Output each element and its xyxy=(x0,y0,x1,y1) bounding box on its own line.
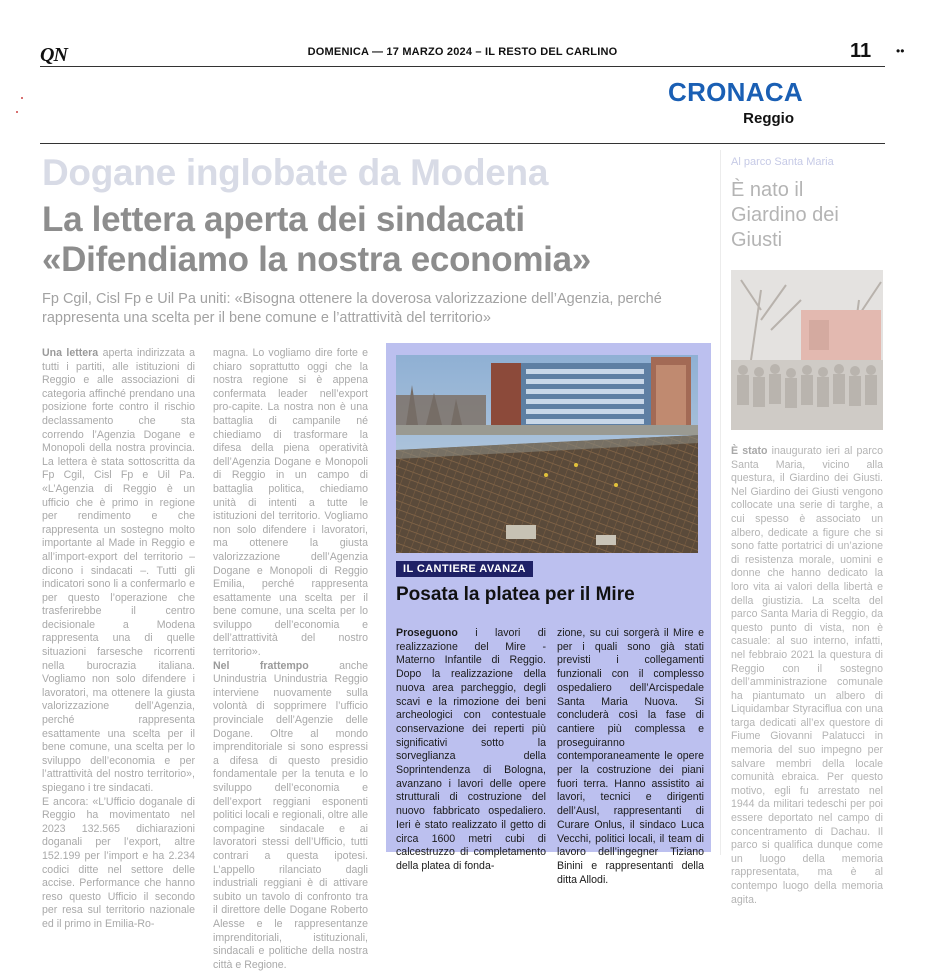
column-lead: Una lettera xyxy=(42,347,99,359)
box-article-label: IL CANTIERE AVANZA xyxy=(396,561,533,577)
column-text: i lavori di realizzazione del Mire - Materno Infantile di Reggio. Dopo la realizzazione della nuova area parcheggio, degli scavi e la rimozione dei beni archeologici con contestuale conservazione dei reperti più significativi sotto la sorveglianza della Soprintendenza di Bologna, avanzano i lavori delle opere strutturali di costruzione del nuovo fabbricato ospedaliero. Ieri è stato realizzato il getto di circa 1600 metri cubi di calcestruzzo di completamento della platea di fonda- xyxy=(396,627,546,872)
page-number: 11 xyxy=(850,40,872,62)
column-lead: È stato xyxy=(731,445,768,457)
subsection-title: Reggio xyxy=(743,110,794,127)
section-rule xyxy=(40,143,885,144)
column-paragraph: E ancora: «L’Ufficio doganale di Reggio ha movimentato nel 2023 132.565 dichiarazioni doganali per l’export, altre 152.199 per l’import e ha 2.234 codici ditte nel settore delle accise. Performance che hanno reso questo Ufficio il secondo per resa sul territorio nazionale ed il primo in Emilia-Ro- xyxy=(42,795,195,930)
column-lead: Proseguono xyxy=(396,627,458,639)
headline-line-2: «Difendiamo la nostra economia» xyxy=(42,240,591,279)
scan-mark xyxy=(16,111,18,113)
column-text: magna. Lo vogliamo dire forte e chiaro soprattutto oggi che la nostra regione si è appena confermata leader nell’export pro-capite. La nostra non è una battaglia di campanile né chiediamo di trasformare la difesa della piena operatività dell’Agenzia Dogane e Monopoli di Reggio in un campo di battaglia politica, chiediamo unità di intenti a tutte le istituzioni del territorio. Vogliamo non solo difendere i lavoratori, ma ottenere la giusta valorizzazione dell’Agenzia Dogane e Monopoli di Reggio Emilia, perché rappresenta esattamente una scelta per il bene comune, una scelta per lo sviluppo dell’economia e dell’attrattività del nostro territorio». xyxy=(213,347,368,659)
box-article-column-2: zione, su cui sorgerà il Mire e per i quali sono già stati previsti i collegamenti funzionali con il complesso ospedaliero dell’Arcispedale Santa Maria Nuova. Si concluderà così la fase di cantiere più complessa e proseguiranno contemporaneamente le opere per la costruzione dei piani fuori terra. Hanno assistito ai lavori, tecnici e dirigenti dell’Ausl, rappresentanti di Curare Onlus, il sindaco Luca Vecchi, politici locali, il team di lavoro dell’ingegner Tiziano Binini e rappresentanti della ditta Allodi. xyxy=(557,627,704,886)
box-article-title: Posata la platea per il Mire xyxy=(396,584,635,605)
sidebar-text xyxy=(731,445,883,907)
sidebar-title: È nato il Giardino dei Giusti xyxy=(731,179,839,251)
article-kicker: Dogane inglobate da Modena xyxy=(42,152,549,193)
article-headline xyxy=(42,200,682,280)
box-article-column-1 xyxy=(396,627,546,874)
column-text: anche Unindustria Unindustria Reggio interviene nuovamente sulla volontà di sopprimere l’ufficio provinciale dell’Agenzie delle Dogane. Oltre al mondo imprenditoriale si sono espressi a difesa di questo presidio fondamentale per la tenuta e lo sviluppo dell’economia e dell’export reggiani esponenti politici locali e regionali, oltre alle compagine sindacale e ai lavoratori stessi dell’Ufficio, tutti contrari a questa ipotesi. L’appello rilanciato dagli industriali reggiani è di attivare subito un tavolo di confronto tra il direttore delle Dogane Roberto Alesse e le rappresentanze imprenditoriali, istituzionali, sindacali e politiche della nostra città e Regione. xyxy=(213,659,368,971)
headline-line-1: La lettera aperta dei sindacati xyxy=(42,200,525,239)
sidebar-kicker: Al parco Santa Maria xyxy=(731,156,834,168)
article-column-1 xyxy=(42,347,195,932)
dateline: DOMENICA — 17 MARZO 2024 – IL RESTO DEL CARLINO xyxy=(307,46,618,58)
header-rule xyxy=(40,66,885,67)
newspaper-logo: QN xyxy=(40,44,67,66)
construction-site-photo xyxy=(396,355,698,553)
scan-mark xyxy=(21,97,23,99)
article-deck: Fp Cgil, Cisl Fp e Uil Pa uniti: «Bisogna ottenere la doverosa valorizzazione dell’Agenzia, perché rappresenta una scelta per il bene comune e l’attrattività del territorio» xyxy=(42,291,662,326)
article-column-2 xyxy=(213,347,368,972)
sidebar-divider xyxy=(720,150,721,855)
column-lead: Nel frattempo xyxy=(213,659,309,672)
garden-ceremony-photo xyxy=(731,270,883,430)
column-text: inaugurato ieri al parco Santa Maria, vicino alla questura, il Giardino dei Giusti. Nel Giardino dei Giusti vengono collocate una serie di targhe, a cui spesso è associato un albero, dedicate a figure che si sono fatte portatrici di un’azione di resistenza morale, uomini e donne che hanno dedicato la loro vita ai valori della libertà e della giustizia. La scelta del parco Santa Maria di Reggio, da questo punto di vista, non è casuale: al suo interno, infatti, nel febbraio 2021 la questura di Reggio con il sostegno dell’amministrazione comunale ha piantumato un albero di Liquidambar Styraciflua con una targa dedicati all’ex questore di Fiume Giovanni Palatucci in memoria del suo impegno per salvare membri della locale comunità ebraica. Per questo motivo, egli fu arrestato nel 1944 da militari tedeschi per poi essere deportato nel campo di concentramento di Dachau. Il parco si qualifica dunque come un luogo della memoria rappresentata, ma è al contempo luogo della memoria agita. xyxy=(731,445,883,906)
column-paragraph xyxy=(213,660,368,972)
page-ornament: •• xyxy=(896,44,905,58)
section-title: CRONACA xyxy=(668,77,803,107)
column-text: aperta indirizzata a tutti i partiti, alle istituzioni di Reggio e alle associazioni di categoria affinché prendano una posizione forte contro il rischio declassamento che sta correndo l’Agenzia Dogane e Monopoli della nostra provincia. La lettera è stata sottoscritta da Fp Cgil, Cisl Fp e Uil Pa. «L’Agenzia di Reggio è un ufficio che è primo in regione per rendimento e che rappresenta un sostegno molto importante al Made in Reggio e all’import-export del territorio – dicono i sindacati –. Tutti gli indicatori sono li a confermarlo e per questo l’operazione che trasferirebbe il centro decisionale a Modena rappresenta una di quelle situazioni farsesche ricorrenti nella burocrazia italiana. Vogliamo non solo difendere i lavoratori, ma ottenere la giusta valorizzazione dell’Agenzia, perché rappresenta esattamente una scelta per il bene comune, una scelta per lo sviluppo dell’economia e per l’attrattività del nostro territorio», spiegano i tre sindacati. xyxy=(42,347,195,794)
